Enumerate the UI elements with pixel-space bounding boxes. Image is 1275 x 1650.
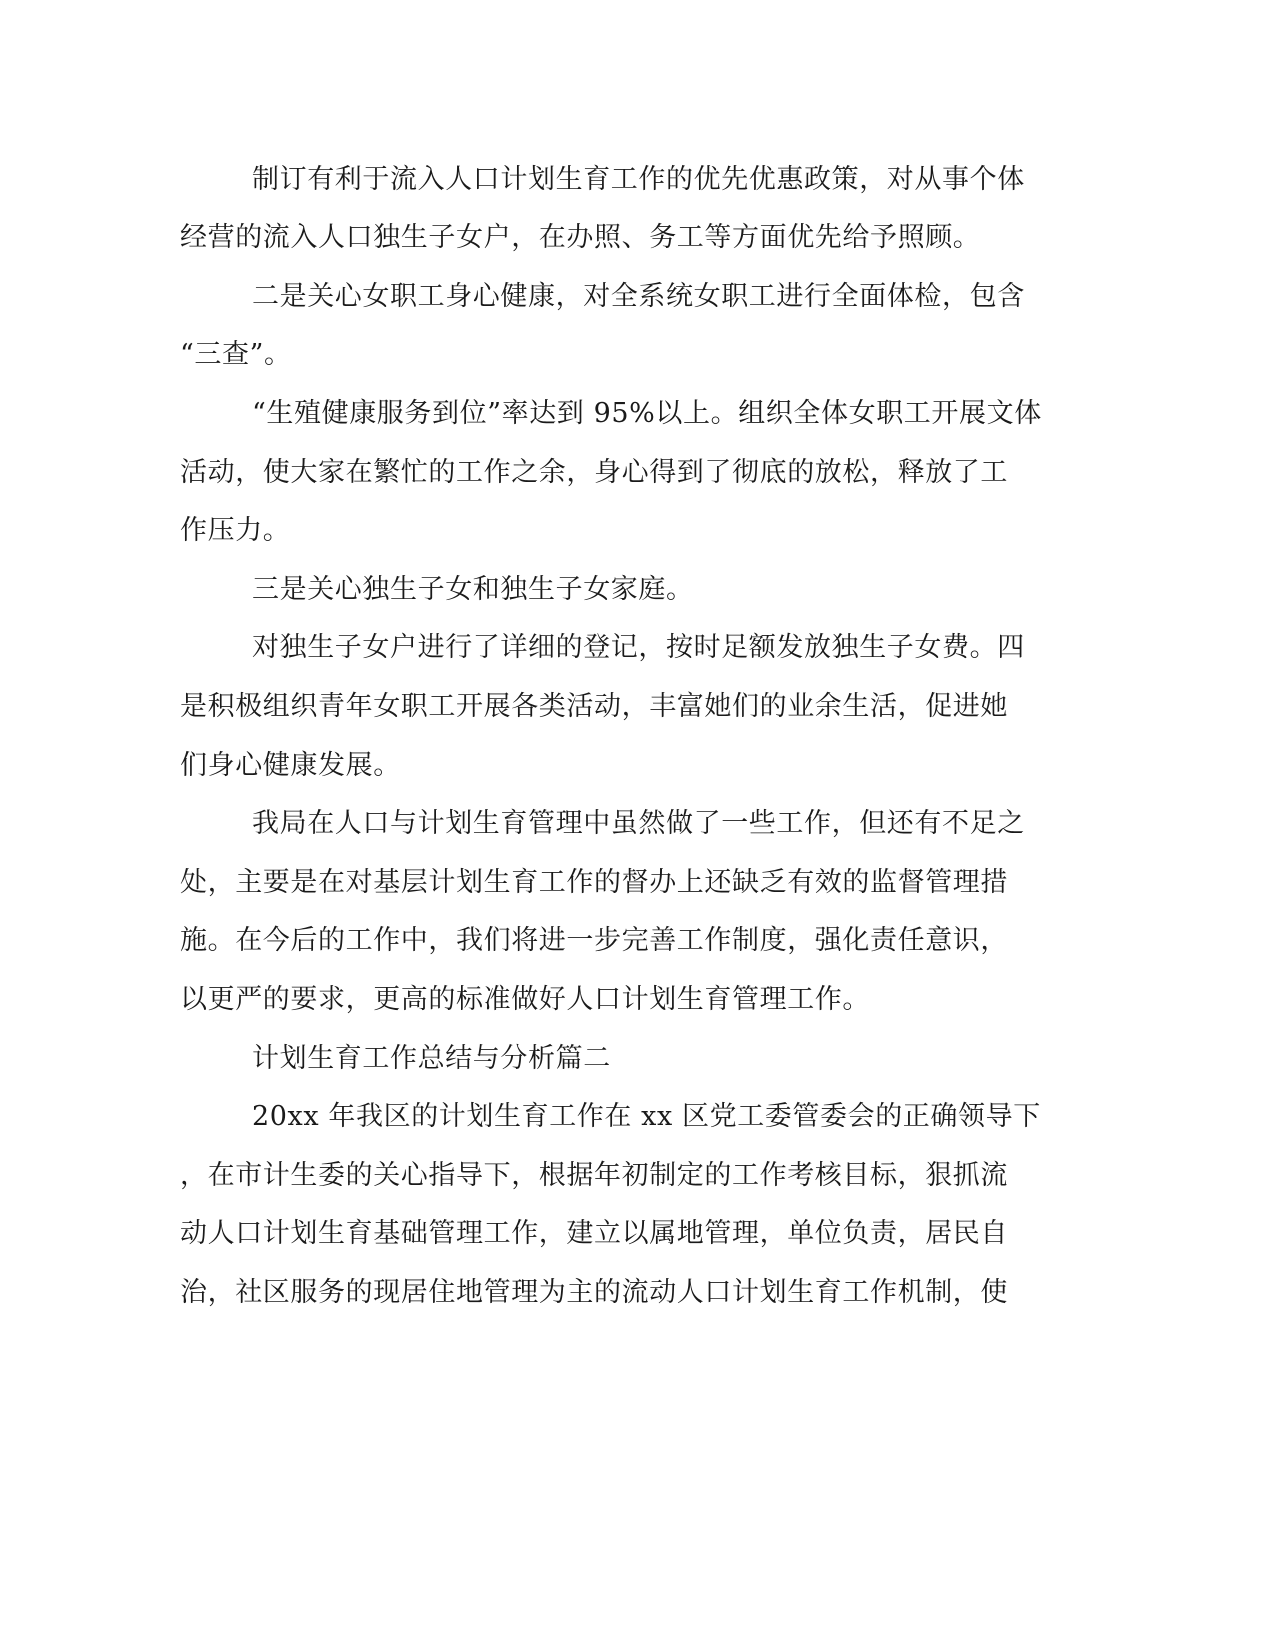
text-line: “生殖健康服务到位”率达到 95%以上。组织全体女职工开展文体 [252, 398, 1042, 429]
text-line: 我局在人口与计划生育管理中虽然做了一些工作，但还有不足之 [252, 808, 1025, 839]
text-line: 们身心健康发展。 [180, 750, 401, 781]
text-line: 活动，使大家在繁忙的工作之余，身心得到了彻底的放松，释放了工 [180, 457, 1008, 488]
text-line: 二是关心女职工身心健康，对全系统女职工进行全面体检，包含 [252, 281, 1025, 312]
text-line: 施。在今后的工作中，我们将进一步完善工作制度，强化责任意识， [180, 925, 1008, 956]
text-line: 20xx 年我区的计划生育工作在 xx 区党工委管委会的正确领导下 [252, 1101, 1041, 1132]
text-line: 三是关心独生子女和独生子女家庭。 [252, 574, 694, 605]
text-line: “三查”。 [180, 339, 292, 370]
text-line: 处，主要是在对基层计划生育工作的督办上还缺乏有效的监督管理措 [180, 867, 1008, 898]
text-line: 作压力。 [180, 515, 291, 546]
text-line: ，在市计生委的关心指导下，根据年初制定的工作考核目标，狠抓流 [180, 1160, 1008, 1191]
section-heading: 计划生育工作总结与分析篇二 [252, 1043, 611, 1074]
text-line: 对独生子女户进行了详细的登记，按时足额发放独生子女费。四 [252, 632, 1025, 663]
text-line: 动人口计划生育基础管理工作，建立以属地管理，单位负责，居民自 [180, 1218, 1008, 1249]
text-line: 制订有利于流入人口计划生育工作的优先优惠政策，对从事个体 [252, 164, 1025, 195]
text-line: 以更严的要求，更高的标准做好人口计划生育管理工作。 [180, 984, 870, 1015]
text-line: 经营的流入人口独生子女户，在办照、务工等方面优先给予照顾。 [180, 222, 981, 253]
text-line: 是积极组织青年女职工开展各类活动，丰富她们的业余生活，促进她 [180, 691, 1008, 722]
text-line: 治，社区服务的现居住地管理为主的流动人口计划生育工作机制，使 [180, 1277, 1008, 1308]
